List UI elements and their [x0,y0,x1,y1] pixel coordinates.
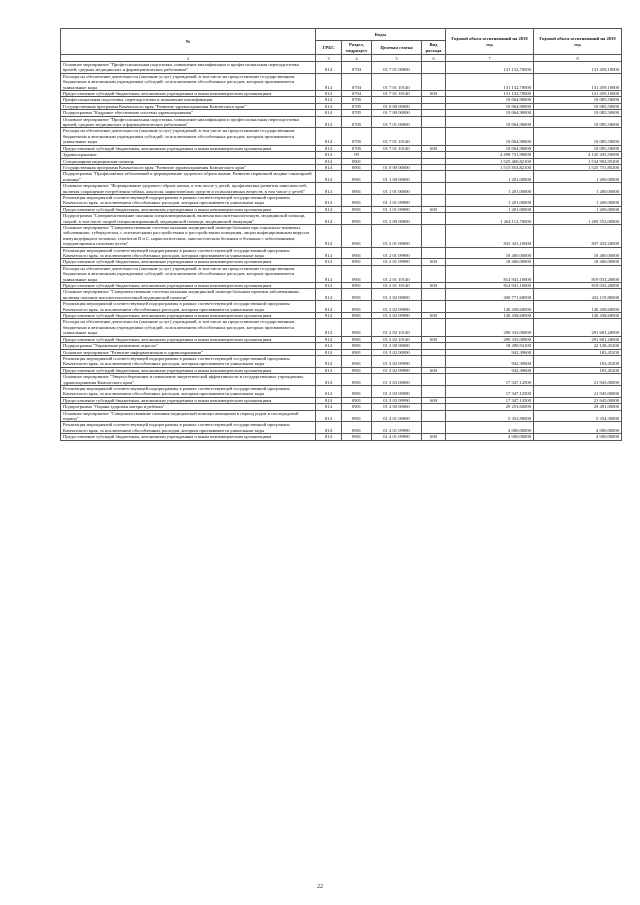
row-target-article: 01 7 00 00000 [372,110,422,116]
row-expense-type [422,213,446,225]
row-amount-2019: 21 945,00000 [534,397,622,403]
table-row [61,128,622,145]
header-volume-2019: Годовой объем ассигнований на 2019 год [534,29,622,55]
row-section: 0901 [342,206,372,212]
row-target-article: 01 4 01 00000 [372,410,422,422]
row-amount-2018: 4 498 731,98000 [446,152,534,158]
row-amount-2019: 183,45200 [534,355,622,367]
row-section: 0901 [342,434,372,440]
row-grbs: 814 [316,97,342,103]
row-target-article: 01 2 02 09990 [372,313,422,319]
row-target-article: 01 3 03 09990 [372,397,422,403]
row-expense-type [422,194,446,206]
row-target-article: 01 0 00 00000 [372,164,422,170]
row-amount-2018: 5 352,80000 [446,410,534,422]
row-amount-2018: 10 064,90000 [446,103,534,109]
row-grbs: 814 [316,367,342,373]
row-section: 0704 [342,91,372,97]
row-name: Реализация мероприятий соответствующей подпрограммы в рамках соответствующей государственной программы Камчатского края, за исключением обособленных расходов, которым присваиваются уникальные коды [61,247,316,259]
row-target-article: 01 0 00 00000 [372,103,422,109]
row-expense-type [422,410,446,422]
row-expense-type [422,319,446,336]
row-name: Реализация мероприятий соответствующей подпрограммы в рамках соответствующей государственной программы Камчатского края, за исключением обособленных расходов, которым присваиваются уникальные коды [61,422,316,434]
column-number: 3 [316,55,342,62]
row-amount-2019: 131 459,10000 [534,62,622,74]
row-grbs: 814 [316,349,342,355]
row-grbs: 814 [316,164,342,170]
row-target-article: 01 7 01 10140 [372,73,422,90]
row-expense-type [422,128,446,145]
row-section: 0901 [342,164,372,170]
row-section: 0705 [342,116,372,128]
row-name: Подпрограмма "Совершенствование оказания специализированной, включая высокотехнологичную, медицинской помощи, скорой, в том числе скорой специализированной, медицинской помощи, медицинской эвакуации" [61,213,316,225]
row-amount-2018: 1 201,00000 [446,206,534,212]
column-number: 4 [342,55,372,62]
row-grbs: 814 [316,73,342,90]
row-grbs: 814 [316,355,342,367]
row-name: Государственная программа Камчатского края "Развитие здравоохранения Камчатского края" [61,164,316,170]
row-section: 0901 [342,410,372,422]
row-amount-2018: 29 253,60000 [446,404,534,410]
table-row [61,116,622,128]
row-section: 0705 [342,103,372,109]
row-amount-2018: 10 064,90000 [446,116,534,128]
row-amount-2019: 5 354,30000 [534,410,622,422]
row-expense-type: 600 [422,434,446,440]
row-amount-2019: 4 145 435,59000 [534,152,622,158]
row-target-article: 01 3 03 09990 [372,385,422,397]
row-grbs: 814 [316,247,342,259]
row-amount-2018: 140 438,60000 [446,301,534,313]
row-expense-type [422,289,446,301]
row-section: 0901 [342,213,372,225]
row-grbs: 814 [316,110,342,116]
row-expense-type: 600 [422,145,446,151]
row-expense-type [422,374,446,386]
column-number: 7 [446,55,534,62]
row-amount-2018: 942,39600 [446,367,534,373]
row-section: 0705 [342,110,372,116]
row-amount-2019: 819 033,20000 [534,283,622,289]
row-target-article: 01 2 01 09990 [372,247,422,259]
row-amount-2018: 140 438,60000 [446,313,534,319]
row-name: Предоставление субсидий бюджетным, автономным учреждениям и иным некоммерческим организациям [61,283,316,289]
row-name: Предоставление субсидий бюджетным, автономным учреждениям и иным некоммерческим организациям [61,259,316,265]
row-section: 0901 [342,265,372,282]
row-amount-2018: 1 515 854,82100 [446,164,534,170]
row-amount-2019: 10 085,50000 [534,103,622,109]
row-target-article: 01 3 02 00000 [372,349,422,355]
row-expense-type [422,224,446,247]
row-expense-type: 600 [422,367,446,373]
row-name: Предоставление субсидий бюджетным, автономным учреждениям и иным некоммерческим организациям [61,206,316,212]
row-target-article: 01 4 01 09990 [372,434,422,440]
row-amount-2018: 131 132,70000 [446,73,534,90]
row-amount-2018: 18 400,00000 [446,259,534,265]
row-amount-2019: 4 000,00000 [534,434,622,440]
row-name: Подпрограмма "Охрана здоровья матери и ребенка" [61,404,316,410]
row-target-article: 01 7 01 00000 [372,62,422,74]
row-grbs: 814 [316,434,342,440]
header-number: № [61,29,316,55]
row-grbs: 814 [316,336,342,342]
row-expense-type [422,265,446,282]
row-target-article: 01 2 01 10140 [372,283,422,289]
row-target-article: 01 7 01 10140 [372,91,422,97]
row-amount-2018: 430 771,60000 [446,289,534,301]
row-name: Государственная программа Камчатского края "Развитие здравоохранения Камчатского края" [61,103,316,109]
table-row [61,171,622,183]
row-amount-2018: 1 264 112,70000 [446,213,534,225]
budget-table [60,28,622,441]
row-target-article: 01 1 01 09990 [372,194,422,206]
row-expense-type [422,171,446,183]
row-amount-2018: 833 341,10000 [446,224,534,247]
row-target-article: 01 2 01 00000 [372,224,422,247]
row-amount-2019: 4 000,00000 [534,422,622,434]
row-amount-2019: 183,45200 [534,349,622,355]
row-name: Реализация мероприятий соответствующей подпрограммы в рамках соответствующей государственной программы Камчатского края, за исключением обособленных расходов, которым присваиваются уникальные коды [61,301,316,313]
row-name: Предоставление субсидий бюджетным, автономным учреждениям и иным некоммерческим организациям [61,336,316,342]
row-name: Основное мероприятие "Профессиональная подготовка, повышение квалификации и профессиональная переподготовка врачей, средних медицинских и фармацевтических работников" [61,116,316,128]
row-section: 0901 [342,404,372,410]
row-target-article: 01 2 02 10140 [372,319,422,336]
row-grbs: 814 [316,422,342,434]
row-section: 0901 [342,224,372,247]
row-target-article: 01 3 03 00000 [372,374,422,386]
row-amount-2019: 291 681,20000 [534,319,622,336]
row-grbs: 814 [316,343,342,349]
table-row [61,213,622,225]
row-name: Здравоохранение [61,152,316,158]
row-amount-2019: 291 681,20000 [534,336,622,342]
row-expense-type: 600 [422,313,446,319]
budget-document [60,28,621,441]
table-row [61,73,622,90]
row-section: 09 [342,152,372,158]
row-section: 0901 [342,385,372,397]
table-row [61,289,622,301]
row-grbs: 814 [316,171,342,183]
row-section: 0705 [342,128,372,145]
row-section: 0901 [342,289,372,301]
row-section: 0901 [342,194,372,206]
table-body [61,62,622,441]
row-amount-2019: 183,45200 [534,367,622,373]
row-section: 0901 [342,336,372,342]
row-section: 0901 [342,259,372,265]
row-amount-2018: 1 201,00000 [446,183,534,195]
row-amount-2018: 942,39600 [446,349,534,355]
row-grbs: 814 [316,385,342,397]
header-target-article: Целевая статья [372,41,422,55]
row-grbs: 814 [316,259,342,265]
row-amount-2018: 942,39600 [446,355,534,367]
table-row [61,434,622,440]
header-volume-2018: Годовой объем ассигнований на 2018 год [446,29,534,55]
row-amount-2018: 10 064,90000 [446,97,534,103]
row-name: Расходы на обеспечение деятельности (оказание услуг) учреждений, в том числе на предоставление государственным бюджетным и автономным учреждениям субсидий, за исключением обособленных расходов, которым присваиваются уникальные коды [61,265,316,282]
row-grbs: 814 [316,145,342,151]
table-row [61,355,622,367]
row-amount-2018: 10 064,90000 [446,128,534,145]
row-grbs: 814 [316,116,342,128]
row-grbs: 814 [316,397,342,403]
row-expense-type [422,355,446,367]
row-name: Реализация мероприятий соответствующей подпрограммы в рамках соответствующей государственной программы Камчатского края, за исключением обособленных расходов, которым присваиваются уникальные коды [61,194,316,206]
row-amount-2019: 432 119,80000 [534,289,622,301]
table-row [61,422,622,434]
row-amount-2019: 10 085,50000 [534,110,622,116]
row-expense-type: 600 [422,397,446,403]
row-target-article: 01 2 02 00000 [372,289,422,301]
row-section: 0704 [342,62,372,74]
row-target-article: 01 2 01 10140 [372,265,422,282]
row-amount-2018: 4 000,00000 [446,434,534,440]
row-grbs: 814 [316,152,342,158]
row-amount-2019: 1 525 731,85200 [534,164,622,170]
row-target-article: 01 1 00 00000 [372,171,422,183]
row-expense-type: 600 [422,336,446,342]
row-amount-2018: 1 201,00000 [446,194,534,206]
row-name: Предоставление субсидий бюджетным, автономным учреждениям и иным некоммерческим организациям [61,145,316,151]
row-amount-2018: 814 941,10000 [446,283,534,289]
row-name: Реализация мероприятий соответствующей подпрограммы в рамках соответствующей государственной программы Камчатского края, за исключением обособленных расходов, которым присваиваются уникальные коды [61,355,316,367]
row-target-article: 01 7 01 10140 [372,145,422,151]
row-expense-type [422,301,446,313]
row-section: 0901 [342,343,372,349]
table-row [61,183,622,195]
table-row [61,62,622,74]
row-target-article: 01 4 00 00000 [372,404,422,410]
row-grbs: 814 [316,224,342,247]
row-amount-2019: 131 459,10000 [534,73,622,90]
row-expense-type [422,73,446,90]
row-name: Основное мероприятие "Развитие информатизации в здравоохранении" [61,349,316,355]
row-amount-2018: 1 201,00000 [446,171,534,183]
row-expense-type [422,247,446,259]
row-name: Основное мероприятие "Совершенствование системы оказания медицинской помощи больным прочими заболеваниями, включая оказание высокотехнологичной медицинской помощи" [61,289,316,301]
row-section: 0901 [342,367,372,373]
table-row [61,301,622,313]
table-row [61,247,622,259]
row-section: 0705 [342,97,372,103]
row-amount-2018: 17 347,12500 [446,385,534,397]
row-expense-type [422,62,446,74]
row-section: 0901 [342,319,372,336]
row-section: 0705 [342,145,372,151]
row-expense-type [422,116,446,128]
row-amount-2019: 1 534 904,95200 [534,158,622,164]
row-expense-type [422,422,446,434]
row-section: 0901 [342,374,372,386]
row-section: 0901 [342,422,372,434]
row-amount-2018: 4 000,00000 [446,422,534,434]
row-name: Предоставление субсидий бюджетным, автономным учреждениям и иным некоммерческим организациям [61,397,316,403]
row-section: 0901 [342,301,372,313]
row-name: Основное мероприятие "Энергосбережение и повышение энергетической эффективности в государственных учреждениях здравоохранения Камчатского края" [61,374,316,386]
row-section: 0704 [342,73,372,90]
row-section: 0901 [342,349,372,355]
row-grbs: 814 [316,319,342,336]
row-grbs: 814 [316,103,342,109]
row-grbs: 814 [316,289,342,301]
row-target-article: 01 2 00 00000 [372,213,422,225]
row-amount-2018: 18 289,92100 [446,343,534,349]
row-target-article: 01 1 01 09990 [372,206,422,212]
row-target-article: 01 1 01 00000 [372,183,422,195]
row-target-article: 01 3 02 09990 [372,355,422,367]
row-grbs: 814 [316,194,342,206]
row-name: Основное мероприятие "Формирование здорового образа жизни, в том числе у детей, профилактика развития зависимостей, включая сокращение потребления табака, алкоголя, наркотических средств и психоактивных веществ, в том числе у детей" [61,183,316,195]
row-amount-2018: 10 064,90000 [446,145,534,151]
row-amount-2018: 1 525 460,82100 [446,158,534,164]
row-section: 0901 [342,247,372,259]
row-amount-2018: 17 347,12500 [446,397,534,403]
row-expense-type: 600 [422,91,446,97]
row-amount-2019: 18 400,00000 [534,259,622,265]
row-name: Основное мероприятие "Совершенствование системы оказания медицинской помощи больным при социально-значимых заболеваниях: туберкулезом, с психическими расстройствами и расстройствами поведения, лицам инфицированным вирусом иммунодефицита человека, гепатитов В и С, наркологическим, онкологическим больным и больным с заболеваниями, передающимися половым путем" [61,224,316,247]
row-amount-2018: 131 132,70000 [446,62,534,74]
row-amount-2018: 814 941,10000 [446,265,534,282]
header-grbs: ГРБС [316,41,342,55]
row-amount-2019: 140 438,60000 [534,301,622,313]
row-name: Основное мероприятие "Профессиональная подготовка, повышение квалификации и профессиональная переподготовка врачей, средних медицинских и фармацевтических работников" [61,62,316,74]
row-expense-type [422,385,446,397]
table-row [61,410,622,422]
row-grbs: 814 [316,313,342,319]
column-number: 6 [422,55,446,62]
table-row [61,374,622,386]
row-grbs: 814 [316,213,342,225]
row-target-article: 01 3 02 09990 [372,367,422,373]
row-target-article: 01 2 02 09990 [372,301,422,313]
row-target-article: 01 7 01 10140 [372,128,422,145]
table-row [61,265,622,282]
row-amount-2018: 290 333,00000 [446,336,534,342]
table-row [61,194,622,206]
row-name: Профессиональная подготовка, переподготовка и повышение квалификации [61,97,316,103]
row-grbs: 814 [316,91,342,97]
row-amount-2019: 837 433,20000 [534,224,622,247]
row-grbs: 814 [316,301,342,313]
row-name: Расходы на обеспечение деятельности (оказание услуг) учреждений, в том числе на предоставление государственным бюджетным и автономным учреждениям субсидий, за исключением обособленных расходов, которым присваиваются уникальные коды [61,128,316,145]
row-grbs: 814 [316,374,342,386]
row-name: Расходы на обеспечение деятельности (оказание услуг) учреждений, в том числе на предоставление государственным бюджетным и автономным учреждениям субсидий, за исключением обособленных расходов, которым присваиваются уникальные коды [61,73,316,90]
row-grbs: 814 [316,265,342,282]
table-row [61,319,622,336]
row-amount-2018: 18 400,00000 [446,247,534,259]
row-amount-2019: 1 200,00000 [534,183,622,195]
header-expense-type: Вид расхода [422,41,446,55]
row-name: Подпрограмма "Кадровое обеспечение системы здравоохранения" [61,110,316,116]
row-amount-2019: 131 459,10000 [534,91,622,97]
row-section: 0901 [342,171,372,183]
row-name: Предоставление субсидий бюджетным, автономным учреждениям и иным некоммерческим организациям [61,434,316,440]
column-number: 5 [372,55,422,62]
table-row [61,385,622,397]
row-expense-type: 600 [422,259,446,265]
row-name: Предоставление субсидий бюджетным, автономным учреждениям и иным некоммерческим организациям [61,367,316,373]
row-amount-2019: 10 085,50000 [534,128,622,145]
row-target-article: 01 3 00 00000 [372,343,422,349]
row-amount-2018: 131 132,70000 [446,91,534,97]
row-name: Расходы на обеспечение деятельности (оказание услуг) учреждений, в том числе на предоставление государственным бюджетным и автономным учреждениям субсидий, за исключением обособленных расходов, которым присваиваются уникальные коды [61,319,316,336]
row-target-article: 01 4 01 09990 [372,422,422,434]
row-section: 0901 [342,158,372,164]
table-header [61,29,622,62]
row-name: Предоставление субсидий бюджетным, автономным учреждениям и иным некоммерческим организациям [61,91,316,97]
column-number-row [61,55,622,62]
row-grbs: 814 [316,62,342,74]
row-amount-2019: 22 128,45200 [534,343,622,349]
row-expense-type [422,183,446,195]
row-grbs: 814 [316,183,342,195]
row-section: 0901 [342,283,372,289]
row-amount-2019: 1 200,00000 [534,206,622,212]
column-number: 8 [534,55,622,62]
row-section: 0901 [342,397,372,403]
row-grbs: 814 [316,158,342,164]
row-amount-2019: 21 945,00000 [534,385,622,397]
row-amount-2019: 140 438,60000 [534,313,622,319]
row-amount-2019: 10 085,50000 [534,145,622,151]
row-amount-2018: 290 333,00000 [446,319,534,336]
row-amount-2019: 21 945,00000 [534,374,622,386]
row-amount-2019: 819 033,20000 [534,265,622,282]
row-name: Реализация мероприятий соответствующей подпрограммы в рамках соответствующей государственной программы Камчатского края, за исключением обособленных расходов, которым присваиваются уникальные коды [61,385,316,397]
row-amount-2019: 1 200,00000 [534,194,622,206]
row-name: Основное мероприятие "Совершенствование оказания медицинской помощи женщинам в период родов и послеродовой период" [61,410,316,422]
row-name: Предоставление субсидий бюджетным, автономным учреждениям и иным некоммерческим организациям [61,313,316,319]
row-amount-2019: 10 085,50000 [534,116,622,128]
row-target-article: 01 2 02 10140 [372,336,422,342]
row-expense-type: 600 [422,283,446,289]
row-amount-2019: 18 400,00000 [534,247,622,259]
row-amount-2018: 10 064,90000 [446,110,534,116]
row-section: 0901 [342,355,372,367]
page-number: 22 [317,884,323,890]
header-codes: Коды [316,29,446,41]
header-section: Раздел, подраздел [342,41,372,55]
row-section: 0901 [342,313,372,319]
row-amount-2019: 29 491,00000 [534,404,622,410]
row-grbs: 814 [316,410,342,422]
row-amount-2019: 1 269 553,00000 [534,213,622,225]
row-grbs: 814 [316,128,342,145]
row-grbs: 814 [316,404,342,410]
row-grbs: 814 [316,283,342,289]
row-amount-2019: 10 085,50000 [534,97,622,103]
row-name: Подпрограмма "Управление развитием отрасли" [61,343,316,349]
row-expense-type: 600 [422,206,446,212]
row-name: Стационарная медицинская помощь [61,158,316,164]
row-amount-2019: 1 200,00000 [534,171,622,183]
row-amount-2018: 17 347,12500 [446,374,534,386]
row-section: 0901 [342,183,372,195]
row-grbs: 814 [316,206,342,212]
column-number: 2 [61,55,316,62]
row-target-article: 01 2 01 09990 [372,259,422,265]
row-target-article: 01 7 01 00000 [372,116,422,128]
row-name: Подпрограмма "Профилактика заболеваний и формирование здорового образа жизни. Развитие первичной медико-санитарной помощи" [61,171,316,183]
table-row [61,224,622,247]
